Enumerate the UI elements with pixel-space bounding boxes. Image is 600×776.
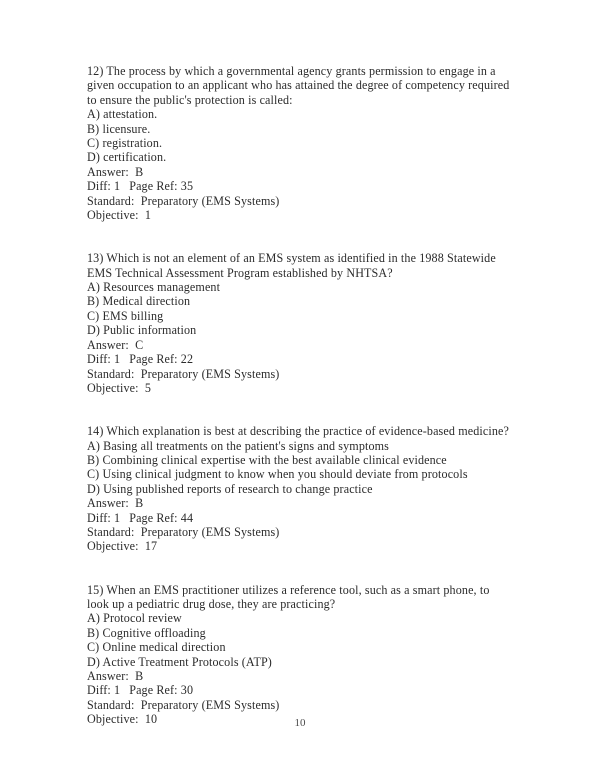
- difficulty-value: Diff: 1: [87, 179, 121, 194]
- page-footer: [0, 713, 600, 731]
- answer-choice: A) Resources management: [87, 280, 221, 295]
- answer-choice: C) EMS billing: [87, 308, 164, 323]
- question-block: [87, 424, 511, 554]
- question-block: [87, 583, 511, 727]
- answer-choice: A) Protocol review: [87, 611, 182, 626]
- difficulty-and-page-ref: [87, 511, 511, 525]
- difficulty-value: Diff: 1: [87, 683, 121, 698]
- answer-choice: C) Using clinical judgment to know when you should deviate from protocols: [87, 467, 468, 482]
- page-ref-value: Page Ref: 44: [129, 510, 194, 525]
- block-spacer: [87, 568, 511, 582]
- answer-key: Answer: B: [87, 496, 144, 511]
- answer-choice: D) certification.: [87, 150, 167, 165]
- objective-line: Objective: 5: [87, 380, 152, 395]
- answer-choice: D) Public information: [87, 323, 197, 338]
- answer-key: Answer: B: [87, 668, 144, 683]
- page-ref-value: Page Ref: 22: [129, 352, 194, 367]
- answer-choice: B) licensure.: [87, 121, 151, 136]
- answer-choice: D) Active Treatment Protocols (ATP): [87, 654, 272, 669]
- question-block: [87, 64, 511, 222]
- difficulty-and-page-ref: [87, 179, 511, 193]
- question-stem: 12) The process by which a governmental agency grants permission to engage in a given occupation to an applicant who has attained the degree of competency required to ensure the public's protection is called:: [87, 64, 510, 107]
- answer-choice: A) Basing all treatments on the patient's signs and symptoms: [87, 438, 390, 453]
- answer-choice: C) registration.: [87, 136, 163, 151]
- standard-line: Standard: Preparatory (EMS Systems): [87, 524, 280, 539]
- block-spacer: [87, 410, 511, 424]
- question-block: [87, 251, 511, 395]
- block-spacer: [87, 237, 511, 251]
- difficulty-and-page-ref: [87, 683, 511, 697]
- answer-choice: A) attestation.: [87, 107, 158, 122]
- exam-questions-body: [87, 64, 511, 741]
- answer-key: Answer: C: [87, 337, 144, 352]
- page-ref-value: Page Ref: 30: [129, 683, 194, 698]
- standard-line: Standard: Preparatory (EMS Systems): [87, 193, 280, 208]
- difficulty-value: Diff: 1: [87, 510, 121, 525]
- difficulty-and-page-ref: [87, 352, 511, 366]
- standard-line: Standard: Preparatory (EMS Systems): [87, 697, 280, 712]
- objective-line: Objective: 17: [87, 539, 158, 554]
- difficulty-value: Diff: 1: [87, 352, 121, 367]
- answer-key: Answer: B: [87, 164, 144, 179]
- page-number: 10: [294, 717, 306, 729]
- question-stem: 15) When an EMS practitioner utilizes a reference tool, such as a smart phone, to look up a pediatric drug dose, they are practicing?: [87, 582, 490, 611]
- page-ref-value: Page Ref: 35: [129, 179, 194, 194]
- standard-line: Standard: Preparatory (EMS Systems): [87, 366, 280, 381]
- answer-choice: C) Online medical direction: [87, 640, 226, 655]
- answer-choice: B) Medical direction: [87, 294, 191, 309]
- answer-choice: B) Cognitive offloading: [87, 625, 206, 640]
- answer-choice: B) Combining clinical expertise with the best available clinical evidence: [87, 452, 447, 467]
- objective-line: Objective: 1: [87, 208, 152, 223]
- question-stem: 13) Which is not an element of an EMS system as identified in the 1988 Statewide EMS Technical Assessment Program established by NHTSA?: [87, 251, 496, 280]
- question-stem: 14) Which explanation is best at describing the practice of evidence-based medicine?: [87, 424, 509, 439]
- answer-choice: D) Using published reports of research to change practice: [87, 481, 373, 496]
- objective-line: Objective: 10: [87, 712, 158, 727]
